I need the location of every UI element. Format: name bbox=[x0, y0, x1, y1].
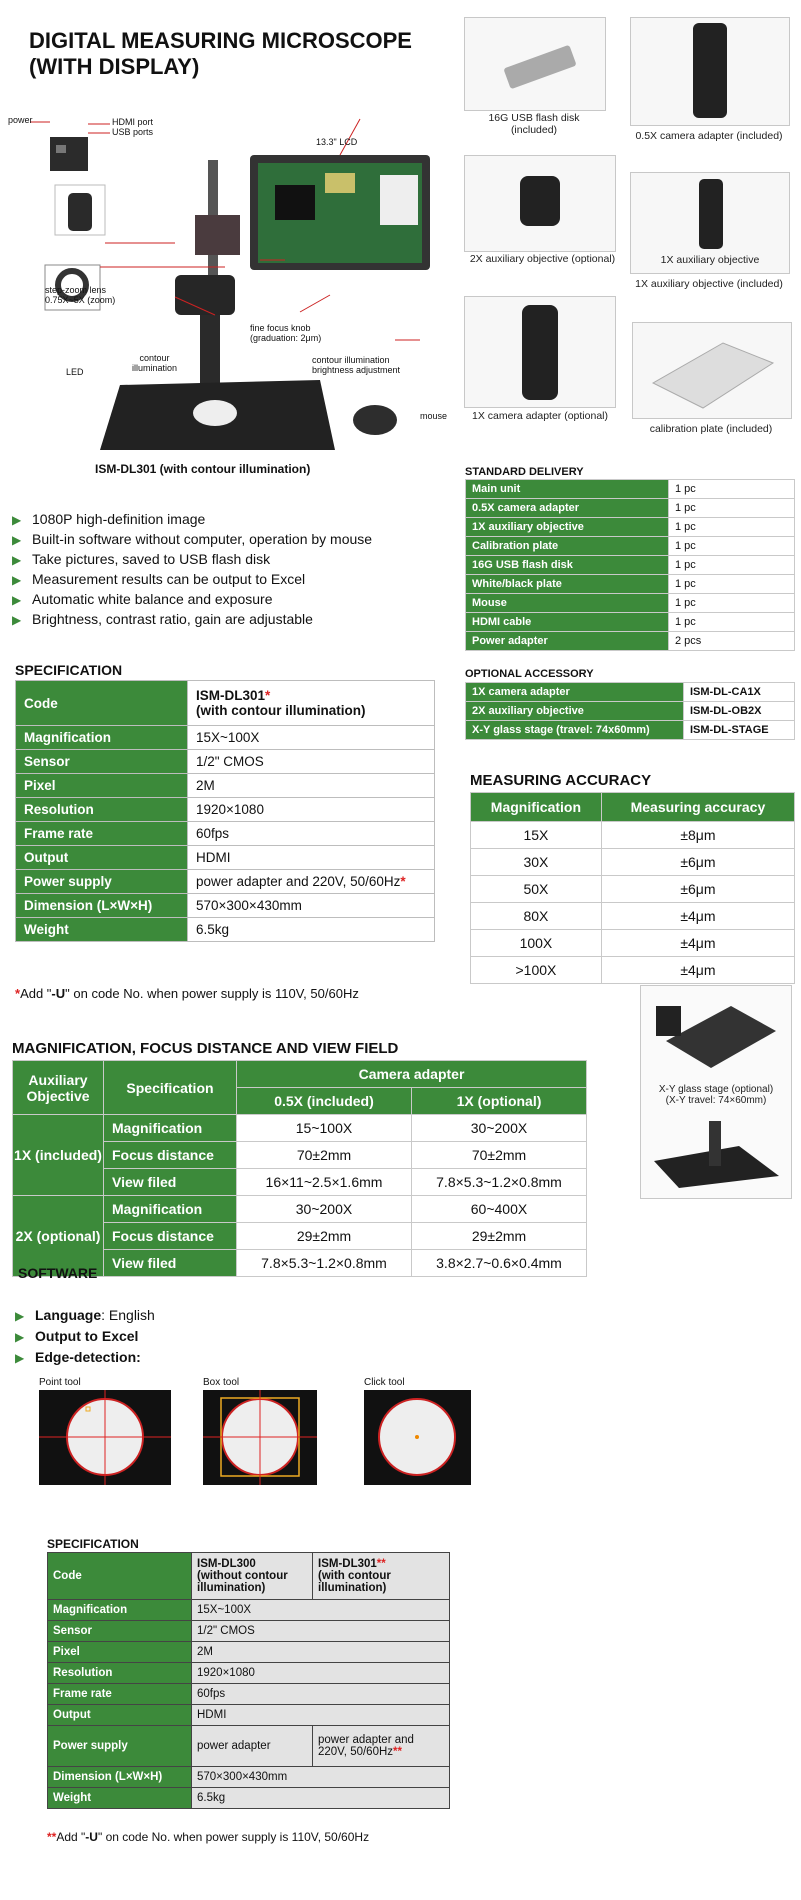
label-zoom: step-zoom lens 0.75X~5X (zoom) bbox=[45, 285, 116, 305]
table-row: Mouse 1 pc bbox=[466, 594, 795, 613]
table-row: White/black plate 1 pc bbox=[466, 575, 795, 594]
table-header: Auxiliary Objective Specification Camera adapter bbox=[13, 1061, 587, 1088]
spec-table bbox=[15, 680, 435, 942]
label-mouse: mouse bbox=[420, 411, 448, 421]
label-brightness: contour illumination brightness adjustment bbox=[312, 355, 401, 375]
objective-1x-icon bbox=[631, 173, 789, 253]
table-row: View filed 16×11~2.5×1.6mm 7.8×5.3~1.2×0.8mm bbox=[13, 1169, 587, 1196]
label-fine-focus: fine focus knob (graduation: 2μm) bbox=[250, 323, 322, 343]
title-line-2: (WITH DISPLAY) bbox=[29, 54, 200, 79]
table-row: View filed 7.8×5.3~1.2×0.8mm 3.8×2.7~0.6×0.4mm bbox=[13, 1250, 587, 1277]
arrow-icon: ▶ bbox=[15, 1309, 25, 1323]
arrow-icon: ▶ bbox=[12, 553, 22, 567]
table-row: 1X camera adapter ISM-DL-CA1X bbox=[466, 683, 795, 702]
feature-item: ▶ Measurement results can be output to Excel bbox=[12, 570, 372, 590]
accuracy-table bbox=[470, 792, 795, 984]
table-row: 16G USB flash disk 1 pc bbox=[466, 556, 795, 575]
software-heading: SOFTWARE bbox=[18, 1265, 98, 1281]
label-contour: contour illumination bbox=[132, 353, 178, 373]
table-row: Output HDMI bbox=[16, 846, 435, 870]
table-row: Focus distance 70±2mm 70±2mm bbox=[13, 1142, 587, 1169]
label-power: power bbox=[8, 115, 33, 125]
table-row: 1X (included) Magnification 15~100X 30~200X bbox=[13, 1115, 587, 1142]
page-title bbox=[29, 28, 412, 80]
box-tool-icon bbox=[203, 1390, 317, 1485]
table-row bbox=[16, 681, 435, 726]
table-row: Pixel 2M bbox=[16, 774, 435, 798]
table-row: Power supply power adapter and 220V, 50/60Hz* bbox=[16, 870, 435, 894]
table-row: HDMI cable 1 pc bbox=[466, 613, 795, 632]
table-row: Calibration plate 1 pc bbox=[466, 537, 795, 556]
table-row: Code ISM-DL300 (without contour illumination) ISM-DL301** (with contour illumination) bbox=[48, 1553, 450, 1600]
table-row: 80X ±4μm bbox=[471, 903, 795, 930]
table-row: 30X ±6μm bbox=[471, 849, 795, 876]
feature-item: ▶ 1080P high-definition image bbox=[12, 510, 372, 530]
spec-code-value: ISM-DL301* (with contour illumination) bbox=[188, 681, 435, 726]
software-item: ▶ Language: English bbox=[15, 1305, 155, 1326]
label-led: LED bbox=[66, 367, 84, 377]
table-row: 1X auxiliary objective 1 pc bbox=[466, 518, 795, 537]
table-row: Dimension (L×W×H) 570×300×430mm bbox=[48, 1767, 450, 1788]
table-row: >100X ±4μm bbox=[471, 957, 795, 984]
label-hdmi: HDMI port bbox=[112, 117, 154, 127]
stage-caption: X-Y glass stage (optional) (X-Y travel: 74×60mm) bbox=[658, 1084, 774, 1106]
arrow-icon: ▶ bbox=[12, 533, 22, 547]
camera-adapter-1x-icon bbox=[465, 297, 615, 407]
asterisk-icon: * bbox=[265, 688, 271, 703]
table-row: Frame rate 60fps bbox=[48, 1684, 450, 1705]
asterisk-icon: ** bbox=[376, 1558, 386, 1570]
stage-icon bbox=[641, 986, 791, 1076]
calibration-plate-image bbox=[632, 322, 792, 419]
box-tool-label: Box tool bbox=[203, 1377, 240, 1388]
point-tool-image bbox=[39, 1390, 171, 1485]
table-row: 2X (optional) Magnification 30~200X 60~400X bbox=[13, 1196, 587, 1223]
table-row: 100X ±4μm bbox=[471, 930, 795, 957]
asterisk-icon: ** bbox=[393, 1746, 402, 1758]
table-row: Power supply power adapter power adapter and 220V, 50/60Hz** bbox=[48, 1726, 450, 1767]
caption-adapter-1x: 1X camera adapter (optional) bbox=[472, 410, 608, 422]
table-row: 2X auxiliary objective ISM-DL-OB2X bbox=[466, 702, 795, 721]
asterisk-icon: * bbox=[15, 986, 21, 1001]
table-row: Output HDMI bbox=[48, 1705, 450, 1726]
click-tool-label: Click tool bbox=[364, 1377, 405, 1388]
feature-list bbox=[12, 510, 372, 630]
table-header: 0.5X (included) 1X (optional) bbox=[13, 1088, 587, 1115]
magtable-heading: MAGNIFICATION, FOCUS DISTANCE AND VIEW FIELD bbox=[12, 1040, 399, 1057]
label-lcd: 13.3" LCD bbox=[316, 137, 358, 147]
table-row: 0.5X camera adapter 1 pc bbox=[466, 499, 795, 518]
caption-objective-1x: 1X auxiliary objective (included) bbox=[635, 278, 783, 290]
plate-icon bbox=[633, 323, 791, 418]
table-row: 15X ±8μm bbox=[471, 822, 795, 849]
optional-table bbox=[465, 682, 795, 740]
product-caption: ISM-DL301 (with contour illumination) bbox=[95, 462, 311, 476]
spec2-table bbox=[47, 1552, 450, 1809]
spec-note: *Add "-U" on code No. when power supply is 110V, 50/60Hz bbox=[15, 986, 359, 1001]
table-row: Resolution 1920×1080 bbox=[16, 798, 435, 822]
optional-heading: OPTIONAL ACCESSORY bbox=[465, 668, 594, 680]
table-row: Main unit 1 pc bbox=[466, 480, 795, 499]
accuracy-heading: MEASURING ACCURACY bbox=[470, 772, 652, 789]
camera-adapter-05x-image bbox=[630, 17, 790, 126]
title-line-1: DIGITAL MEASURING MICROSCOPE bbox=[29, 28, 412, 53]
spec2-note: **Add "-U" on code No. when power supply is 110V, 50/60Hz bbox=[47, 1830, 370, 1844]
spec-code-label: Code bbox=[16, 681, 188, 726]
asterisk-icon: ** bbox=[47, 1830, 57, 1844]
table-row: Frame rate 60fps bbox=[16, 822, 435, 846]
table-row: Weight 6.5kg bbox=[16, 918, 435, 942]
arrow-icon: ▶ bbox=[12, 613, 22, 627]
table-row: Magnification 15X~100X bbox=[16, 726, 435, 750]
table-row: Sensor 1/2" CMOS bbox=[16, 750, 435, 774]
usb-flash-image bbox=[464, 17, 606, 111]
label-usb: USB ports bbox=[112, 127, 154, 137]
magnification-table bbox=[12, 1060, 587, 1277]
feature-item: ▶ Automatic white balance and exposure bbox=[12, 590, 372, 610]
feature-item: ▶ Built-in software without computer, operation by mouse bbox=[12, 530, 372, 550]
feature-item: ▶ Brightness, contrast ratio, gain are adjustable bbox=[12, 610, 372, 630]
stage-base-icon bbox=[649, 1116, 783, 1191]
software-item: ▶ Output to Excel bbox=[15, 1326, 155, 1347]
point-tool-label: Point tool bbox=[39, 1377, 81, 1388]
table-row: Focus distance 29±2mm 29±2mm bbox=[13, 1223, 587, 1250]
adapter-icon bbox=[631, 18, 789, 125]
arrow-icon: ▶ bbox=[12, 513, 22, 527]
caption-usb: 16G USB flash disk (included) bbox=[488, 112, 580, 136]
objective-1x-image: 1X auxiliary objective bbox=[630, 172, 790, 274]
table-row: Sensor 1/2" CMOS bbox=[48, 1621, 450, 1642]
objective-icon bbox=[465, 156, 615, 251]
caption-calibration: calibration plate (included) bbox=[649, 423, 773, 435]
spec2-heading: SPECIFICATION bbox=[47, 1537, 139, 1551]
table-header: Magnification Measuring accuracy bbox=[471, 793, 795, 822]
table-row: Weight 6.5kg bbox=[48, 1788, 450, 1809]
delivery-table bbox=[465, 479, 795, 651]
box-tool-image bbox=[203, 1390, 317, 1485]
caption-objective-2x: 2X auxiliary objective (optional) bbox=[469, 253, 616, 265]
arrow-icon: ▶ bbox=[12, 573, 22, 587]
table-row: Magnification 15X~100X bbox=[48, 1600, 450, 1621]
arrow-icon: ▶ bbox=[12, 593, 22, 607]
camera-adapter-1x-image bbox=[464, 296, 616, 408]
click-tool-icon bbox=[364, 1390, 471, 1485]
table-row: Pixel 2M bbox=[48, 1642, 450, 1663]
table-row: Power adapter 2 pcs bbox=[466, 632, 795, 651]
table-row: 50X ±6μm bbox=[471, 876, 795, 903]
product-image bbox=[0, 115, 450, 455]
spec-heading: SPECIFICATION bbox=[15, 662, 123, 678]
arrow-icon: ▶ bbox=[15, 1330, 25, 1344]
table-row: X-Y glass stage (travel: 74x60mm) ISM-DL-STAGE bbox=[466, 721, 795, 740]
software-list bbox=[15, 1305, 155, 1368]
asterisk-icon: * bbox=[400, 874, 406, 889]
arrow-icon: ▶ bbox=[15, 1351, 25, 1365]
point-tool-icon bbox=[39, 1390, 171, 1485]
delivery-heading: STANDARD DELIVERY bbox=[465, 466, 584, 478]
feature-item: ▶ Take pictures, saved to USB flash disk bbox=[12, 550, 372, 570]
usb-icon bbox=[465, 18, 605, 110]
caption-adapter-05x: 0.5X camera adapter (included) bbox=[635, 130, 783, 142]
table-row: Resolution 1920×1080 bbox=[48, 1663, 450, 1684]
objective-2x-image bbox=[464, 155, 616, 252]
table-row: Dimension (L×W×H) 570×300×430mm bbox=[16, 894, 435, 918]
software-item: ▶ Edge-detection: bbox=[15, 1347, 155, 1368]
click-tool-image bbox=[364, 1390, 471, 1485]
xy-stage-image bbox=[640, 985, 792, 1199]
